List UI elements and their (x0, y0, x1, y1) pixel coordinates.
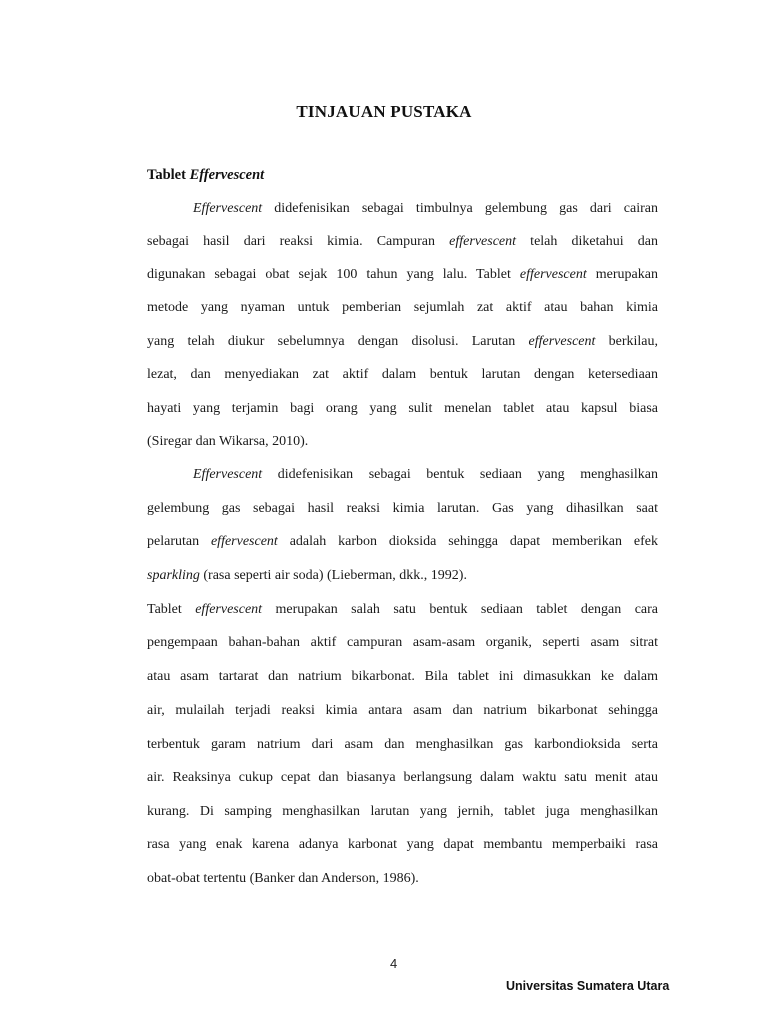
text-run: merupakan salah satu bentuk sediaan tablet dengan cara (262, 602, 658, 617)
paragraph-1-line-1 (193, 200, 658, 218)
text-run: didefenisikan sebagai bentuk sediaan yang menghasilkan (262, 467, 658, 482)
paragraph-3-line-8 (147, 836, 658, 854)
text-run: atau asam tartarat dan natrium bikarbonat. Bila tablet ini dimasukkan ke dalam (147, 669, 658, 684)
citation: obat-obat tertentu (Banker dan Anderson, 1986). (147, 871, 419, 886)
text-run: sebagai hasil dari reaksi kimia. Campuran (147, 234, 450, 249)
text-run: metode yang nyaman untuk pemberian sejumlah zat aktif atau bahan kimia (147, 300, 658, 315)
text-run: telah diketahui dan (516, 234, 658, 249)
text-run: merupakan (586, 267, 658, 282)
footer-institution: Universitas Sumatera Utara (506, 979, 670, 993)
italic-term: sparkling (147, 568, 200, 583)
paragraph-2-line-2 (147, 500, 658, 518)
paragraph-2-line-1 (193, 466, 658, 484)
text-run: digunakan sebagai obat sejak 100 tahun yang lalu. Tablet (147, 267, 520, 282)
text-run: lezat, dan menyediakan zat aktif dalam bentuk larutan dengan ketersediaan (147, 367, 658, 382)
italic-term: Effervescent (193, 201, 263, 216)
paragraph-3-line-6 (147, 769, 658, 787)
text-run: rasa yang enak karena adanya karbonat yang dapat membantu memperbaiki rasa (147, 837, 658, 852)
paragraph-1-line-8 (147, 433, 658, 451)
italic-term: effervescent (519, 267, 587, 282)
paragraph-1-line-7 (147, 400, 658, 418)
paragraph-3-line-9 (147, 870, 658, 888)
paragraph-1-line-3 (147, 266, 658, 284)
text-run: terbentuk garam natrium dari asam dan menghasilkan gas karbondioksida serta (147, 737, 658, 752)
text-run: air, mulailah terjadi reaksi kimia antara asam dan natrium bikarbonat sehingga (147, 703, 658, 718)
text-run: pengempaan bahan-bahan aktif campuran asam-asam organik, seperti asam sitrat (147, 635, 658, 650)
italic-term: Effervescent (193, 467, 263, 482)
text-run: hayati yang terjamin bagi orang yang sulit menelan tablet atau kapsul biasa (147, 401, 658, 416)
paragraph-2-line-4 (147, 567, 658, 585)
paragraph-1-line-6 (147, 366, 658, 384)
paragraph-3-line-1 (147, 601, 658, 619)
text-run: didefenisikan sebagai timbulnya gelembung gas dari cairan (262, 201, 658, 216)
italic-term: effervescent (528, 334, 596, 349)
section-heading-prefix: Tablet (147, 167, 186, 183)
text-run: yang telah diukur sebelumnya dengan disolusi. Larutan (147, 334, 529, 349)
text-run: berkilau, (595, 334, 658, 349)
paragraph-3-line-2 (147, 634, 658, 652)
paragraph-1-line-2 (147, 233, 658, 251)
italic-term: effervescent (449, 234, 517, 249)
paragraph-3-line-3 (147, 668, 658, 686)
italic-term: effervescent (210, 534, 278, 549)
text-run: gelembung gas sebagai hasil reaksi kimia larutan. Gas yang dihasilkan saat (147, 501, 658, 516)
section-heading (147, 167, 264, 184)
paragraph-1-line-5 (147, 333, 658, 351)
paragraph-2-line-3 (147, 533, 658, 551)
paragraph-3-line-4 (147, 702, 658, 720)
text-run: air. Reaksinya cukup cepat dan biasanya berlangsung dalam waktu satu menit atau (147, 770, 658, 785)
text-run: (rasa seperti air soda) (Lieberman, dkk., 1992). (199, 568, 467, 583)
paragraph-1-line-4 (147, 299, 658, 317)
section-heading-italic: Effervescent (189, 167, 265, 183)
page-title: TINJAUAN PUSTAKA (296, 102, 472, 121)
paragraph-3-line-7 (147, 803, 658, 821)
text-run: pelarutan (147, 534, 211, 549)
italic-term: effervescent (195, 602, 263, 617)
page-number: 4 (390, 956, 398, 971)
text-run: Tablet (147, 602, 196, 617)
text-run: adalah karbon dioksida sehingga dapat memberikan efek (277, 534, 658, 549)
paragraph-3-line-5 (147, 736, 658, 754)
text-run: kurang. Di samping menghasilkan larutan yang jernih, tablet juga menghasilkan (147, 804, 658, 819)
citation: (Siregar dan Wikarsa, 2010). (147, 434, 309, 449)
